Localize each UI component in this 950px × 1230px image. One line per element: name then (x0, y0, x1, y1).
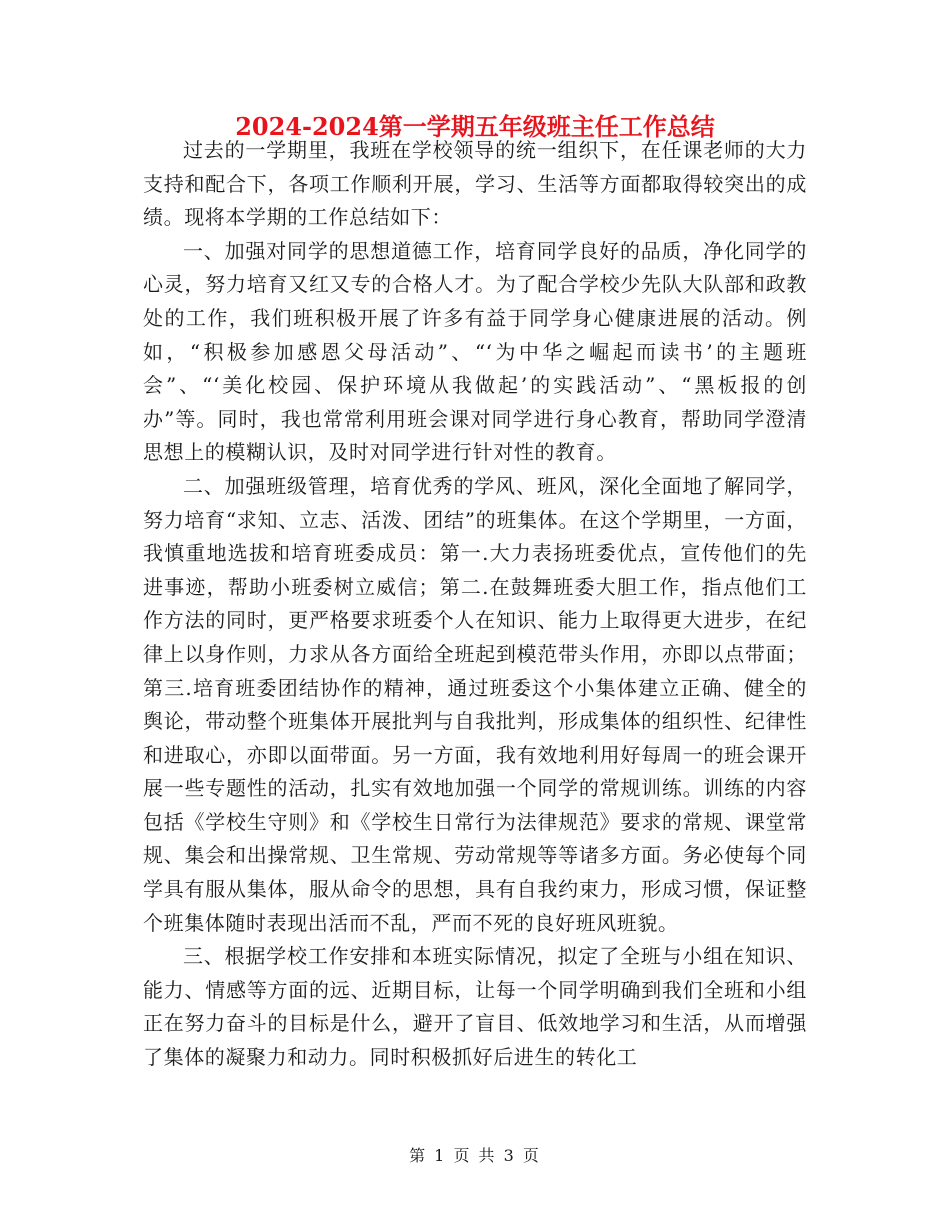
paragraph-intro: 过去的一学期里，我班在学校领导的统一组织下，在任课老师的大力支持和配合下，各项工作顺利开展，学习、生活等方面都取得较突出的成绩。现将本学期的工作总结如下： (143, 138, 807, 230)
paragraph-section-1: 一、加强对同学的思想道德工作，培育同学良好的品质，净化同学的心灵，努力培育又红又专的合格人才。为了配合学校少先队大队部和政教处的工作，我们班积极开展了许多有益于同学身心健康进展的活动。例如，“积极参加感恩父母活动”、“‘为中华之崛起而读书’的主题班会”、“‘美化校园、保护环境从我做起’的实践活动”、“黑板报的创办”等。同时，我也常常利用班会课对同学进行身心教育，帮助同学澄清思想上的模糊认识，及时对同学进行针对性的教育。 (143, 238, 807, 465)
page-footer: 第 1 页 共 3 页 (409, 1146, 541, 1165)
document-title: 2024-2024第一学期五年级班主任工作总结 (235, 112, 715, 141)
document-body (143, 134, 807, 1075)
paragraph-section-2: 二、加强班级管理，培育优秀的学风、班风，深化全面地了解同学，努力培育“求知、立志、活泼、团结”的班集体。在这个学期里，一方面，我慎重地选拔和培育班委成员：第一.大力表扬班委优点，宣传他们的先进事迹，帮助小班委树立威信；第二.在鼓舞班委大胆工作，指点他们工作方法的同时，更严格要求班委个人在知识、能力上取得更大进步，在纪律上以身作则，力求从各方面给全班起到模范带头作用，亦即以点带面；第三.培育班委团结协作的精神，通过班委这个小集体建立正确、健全的舆论，带动整个班集体开展批判与自我批判，形成集体的组织性、纪律性和进取心，亦即以面带面。另一方面，我有效地利用好每周一的班会课开展一些专题性的活动，扎实有效地加强一个同学的常规训练。训练的内容包括《学校生守则》和《学校生日常行为法律规范》要求的常规、课堂常规、集会和出操常规、卫生常规、劳动常规等等诸多方面。务必使每个同学具有服从集体，服从命令的思想，具有自我约束力，形成习惯，保证整个班集体随时表现出活而不乱，严而不死的良好班风班貌。 (143, 473, 807, 935)
paragraph-section-3: 三、根据学校工作安排和本班实际情况，拟定了全班与小组在知识、能力、情感等方面的远、近期目标，让每一个同学明确到我们全班和小组正在努力奋斗的目标是什么，避开了盲目、低效地学习和生活，从而增强了集体的凝聚力和动力。同时积极抓好后进生的转化工 (143, 944, 807, 1070)
